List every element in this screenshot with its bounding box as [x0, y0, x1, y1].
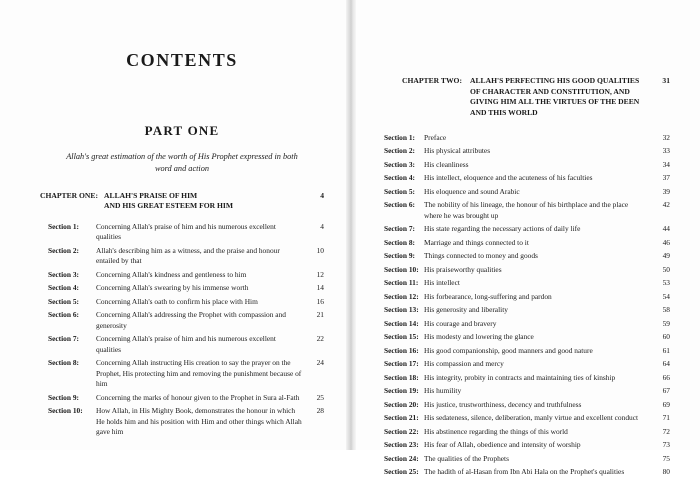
toc-entry-page: 49 [662, 251, 670, 261]
toc-entry-page: 60 [662, 332, 670, 342]
toc-entry-label: Section 7: [384, 224, 415, 234]
toc-entry-page: 34 [662, 159, 670, 169]
toc-entry-page: 4 [320, 221, 324, 231]
toc-entry-text: His physical attributes [424, 146, 491, 156]
toc-entry-label: Section 23: [384, 440, 419, 450]
toc-entry[interactable] [376, 173, 670, 184]
chapter-two-title-line-1: ALLAH'S PERFECTING HIS GOOD QUALITIES [469, 76, 640, 85]
toc-entry-page: 10 [316, 245, 324, 255]
toc-entry-label: Section 21: [384, 413, 419, 423]
toc-entry[interactable] [40, 297, 324, 308]
toc-entry[interactable] [40, 406, 324, 438]
toc-entry-label: Section 4: [384, 173, 415, 183]
toc-entry-page: 54 [662, 291, 670, 301]
toc-entry-page: 72 [662, 426, 670, 436]
toc-entry-text: His intellect [424, 278, 460, 288]
toc-entry-page: 28 [316, 406, 324, 416]
toc-entry-label: Section 1: [384, 132, 415, 142]
toc-entry-page: 32 [662, 132, 670, 142]
toc-entry-text: His forbearance, long-suffering and pardon [424, 291, 552, 301]
toc-entry-label: Section 2: [48, 245, 79, 255]
part-heading: PART ONE [144, 123, 220, 138]
toc-entry-page: 22 [316, 334, 324, 344]
toc-entry-page: 67 [662, 386, 670, 396]
left-page [0, 0, 350, 450]
toc-entry-label: Section 13: [384, 305, 419, 315]
toc-entry[interactable] [376, 251, 670, 262]
chapter-one-title [104, 191, 308, 212]
toc-entry-text: His abstinence regarding the things of this world [424, 426, 568, 436]
toc-entry-label: Section 10: [48, 406, 83, 416]
toc-entry-page: 21 [316, 310, 324, 320]
toc-entry-label: Section 3: [384, 159, 415, 169]
chapter-one-label: CHAPTER ONE: [40, 191, 99, 201]
toc-entry-label: Section 3: [48, 269, 79, 279]
toc-entry-label: Section 8: [384, 237, 415, 247]
toc-entry[interactable] [376, 292, 670, 303]
toc-entry-page: 80 [662, 467, 670, 477]
toc-entry-page: 61 [662, 345, 670, 355]
left-toc-list [40, 222, 324, 438]
toc-entry[interactable] [376, 305, 670, 316]
toc-entry-page: 75 [662, 453, 670, 463]
toc-entry[interactable] [376, 133, 670, 144]
toc-entry-page: 59 [662, 318, 670, 328]
toc-entry-page: 71 [662, 413, 670, 423]
toc-entry-page: 53 [662, 278, 670, 288]
toc-entry[interactable] [40, 222, 324, 243]
part-description-line-1: Allah's great estimation of the worth of His Prophet [66, 152, 238, 161]
toc-entry-page: 58 [662, 305, 670, 315]
toc-entry[interactable] [376, 200, 670, 221]
toc-entry[interactable] [376, 359, 670, 370]
toc-entry[interactable] [40, 246, 324, 267]
toc-entry-page: 14 [316, 283, 324, 293]
toc-entry-text: His integrity, probity in contracts and maintaining ties of kinship [424, 372, 616, 382]
toc-entry-page: 50 [662, 264, 670, 274]
page-title: CONTENTS [126, 50, 238, 70]
toc-entry-label: Section 10: [384, 264, 419, 274]
toc-entry-text: Marriage and things connected to it [424, 237, 529, 247]
toc-entry-text: His sedateness, silence, deliberation, manly virtue and excellent conduct [424, 413, 639, 423]
toc-entry-text: Things connected to money and goods [424, 251, 538, 261]
toc-entry[interactable] [376, 319, 670, 330]
toc-entry-label: Section 9: [48, 392, 79, 402]
chapter-two-heading [376, 76, 670, 119]
toc-entry-page: 16 [316, 296, 324, 306]
toc-entry[interactable] [376, 454, 670, 465]
toc-entry[interactable] [376, 187, 670, 198]
toc-entry[interactable] [376, 373, 670, 384]
toc-entry[interactable] [376, 413, 670, 424]
toc-entry[interactable] [376, 224, 670, 235]
toc-entry-text: His state regarding the necessary actions of daily life [424, 224, 581, 234]
toc-entry-page: 24 [316, 358, 324, 368]
chapter-two-label: CHAPTER TWO: [402, 76, 462, 85]
toc-entry-text: His justice, trustworthiness, decency and truthfulness [424, 399, 582, 409]
chapter-one-heading [40, 191, 324, 212]
toc-entry-text: His compassion and mercy [424, 359, 504, 369]
toc-entry[interactable] [376, 467, 670, 478]
chapter-two-page: 31 [662, 76, 670, 85]
chapter-two-title-line-3: GIVING HIM ALL THE VIRTUES OF THE DEEN [469, 97, 640, 107]
toc-entry[interactable] [376, 400, 670, 411]
toc-entry-text: Concerning Allah's praise of him and his numerous excellent qualities [96, 334, 276, 354]
toc-entry-text: His fear of Allah, obedience and intensity of worship [424, 440, 581, 450]
toc-entry[interactable] [40, 310, 324, 331]
toc-entry-text: Concerning Allah instructing His creation to say the prayer on the Prophet, His protecting him and removing the punishment because of him [96, 358, 302, 389]
toc-entry-label: Section 15: [384, 332, 419, 342]
toc-entry-text: Concerning Allah's addressing the Prophet with compassion and generosity [96, 310, 286, 330]
toc-entry-label: Section 18: [384, 372, 419, 382]
toc-entry-label: Section 6: [384, 200, 415, 210]
toc-entry[interactable] [376, 146, 670, 157]
chapter-one-page: 4 [320, 191, 324, 201]
toc-entry[interactable] [376, 346, 670, 357]
chapter-two-title-line-2: OF CHARACTER AND CONSTITUTION, AND [469, 86, 630, 96]
toc-entry-label: Section 22: [384, 426, 419, 436]
toc-entry-text: Preface [424, 132, 447, 142]
toc-entry[interactable] [376, 427, 670, 438]
toc-entry-page: 37 [662, 173, 670, 183]
toc-entry-text: His praiseworthy qualities [424, 264, 502, 274]
toc-entry[interactable] [376, 278, 670, 289]
toc-entry[interactable] [376, 332, 670, 343]
toc-entry-page: 44 [662, 224, 670, 234]
toc-entry-text: His generosity and liberality [424, 305, 508, 315]
right-page [350, 0, 700, 477]
toc-entry-page: 73 [662, 440, 670, 450]
toc-entry-text: His intellect, eloquence and the acuteness of his faculties [424, 173, 593, 183]
toc-entry-label: Section 14: [384, 318, 419, 328]
toc-entry-text: His eloquence and sound Arabic [424, 186, 520, 196]
toc-entry-label: Section 25: [384, 467, 419, 477]
chapter-two-title-line-4: AND THIS WORLD [469, 107, 538, 117]
toc-entry-label: Section 5: [384, 186, 415, 196]
toc-entry[interactable] [40, 283, 324, 294]
toc-entry-label: Section 7: [48, 334, 79, 344]
toc-entry-text: The hadith of al-Hasan from Ibn Abi Hala on the Prophet's qualities [424, 467, 625, 477]
toc-entry-page: 69 [662, 399, 670, 409]
right-toc-list [376, 133, 670, 478]
toc-entry-text: The qualities of the Prophets [424, 453, 509, 463]
toc-entry[interactable] [376, 238, 670, 249]
toc-entry-page: 42 [662, 200, 670, 210]
toc-entry[interactable] [40, 358, 324, 390]
toc-entry-page: 39 [662, 186, 670, 196]
toc-entry-label: Section 24: [384, 453, 419, 463]
toc-entry-label: Section 11: [384, 278, 419, 288]
toc-entry-text: His cleanliness [424, 159, 469, 169]
toc-entry-text: His humility [424, 386, 462, 396]
toc-entry-page: 46 [662, 237, 670, 247]
toc-entry-label: Section 20: [384, 399, 419, 409]
toc-entry-text: His modesty and lowering the glance [424, 332, 534, 342]
toc-entry[interactable] [376, 265, 670, 276]
toc-entry-label: Section 1: [48, 221, 79, 231]
chapter-two-title [470, 76, 654, 119]
toc-entry-text: Concerning Allah's kindness and gentleness to him [96, 269, 247, 279]
toc-entry-label: Section 12: [384, 291, 419, 301]
toc-entry-text: Concerning Allah's swearing by his immense worth [96, 283, 249, 293]
toc-entry[interactable] [40, 334, 324, 355]
toc-entry-text: Allah's describing him as a witness, and the praise and honour entailed by that [96, 245, 280, 266]
toc-entry-label: Section 2: [384, 146, 415, 156]
toc-entry-label: Section 17: [384, 359, 419, 369]
toc-entry-text: Concerning the marks of honour given to the Prophet in Sura al-Fath [96, 392, 300, 402]
toc-entry-text: Concerning Allah's praise of him and his numerous excellent qualities [96, 221, 276, 242]
toc-entry-label: Section 8: [48, 358, 79, 368]
toc-entry-text: His good companionship, good manners and good nature [424, 345, 593, 355]
part-description [58, 151, 306, 175]
toc-entry-text: Concerning Allah's oath to confirm his place with Him [96, 296, 258, 306]
toc-entry-page: 66 [662, 372, 670, 382]
toc-entry-label: Section 9: [384, 251, 415, 261]
toc-entry-label: Section 16: [384, 345, 419, 355]
toc-entry-text: His courage and bravery [424, 318, 497, 328]
toc-entry[interactable] [40, 270, 324, 281]
toc-entry-label: Section 19: [384, 386, 419, 396]
toc-entry-label: Section 6: [48, 310, 79, 320]
toc-entry-text: The nobility of his lineage, the honour of his birthplace and the place where he was brought up [424, 200, 629, 220]
toc-entry[interactable] [40, 393, 324, 404]
toc-entry[interactable] [376, 160, 670, 171]
toc-entry-page: 33 [662, 146, 670, 156]
toc-entry-label: Section 4: [48, 283, 79, 293]
toc-entry-label: Section 5: [48, 296, 79, 306]
toc-entry-page: 64 [662, 359, 670, 369]
toc-entry[interactable] [376, 440, 670, 451]
chapter-one-title-line-2: AND HIS GREAT ESTEEM FOR HIM [104, 201, 234, 211]
toc-entry-page: 25 [316, 392, 324, 402]
chapter-one-title-line-1: ALLAH'S PRAISE OF HIM [104, 191, 198, 201]
toc-entry-page: 12 [316, 269, 324, 279]
toc-entry[interactable] [376, 386, 670, 397]
part-description-line-2: expressed in both word and action [154, 152, 298, 174]
toc-entry-text: How Allah, in His Mighty Book, demonstrates the honour in which He holds him and his position with Him and other things which Allah gave him [96, 406, 302, 437]
